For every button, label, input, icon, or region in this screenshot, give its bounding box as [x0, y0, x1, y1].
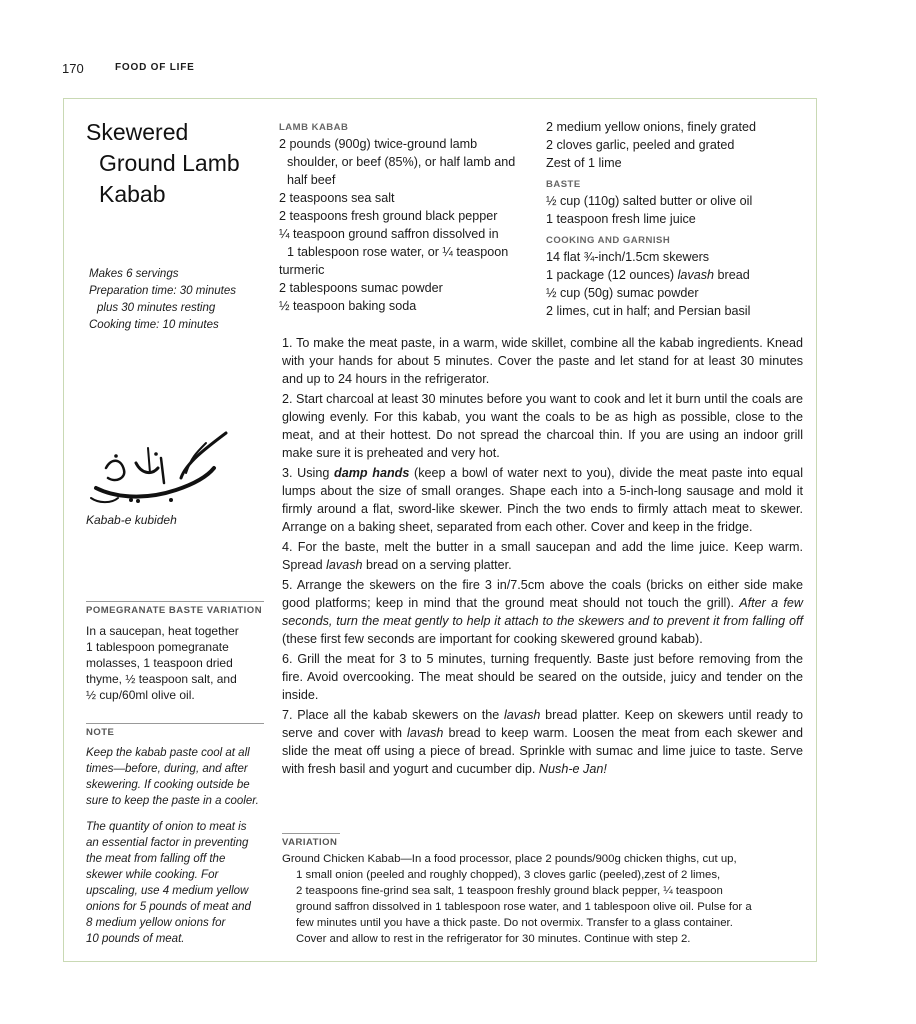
- step-text: (keep a bowl of water next to you), divide the meat paste into equal lumps about the size of small oranges. Shape each into a 5-inch-long sausage and mold it firmly around a flat, sword-like skewer. Pinch the two ends to firmly attach meat to skewer. Arrange on a baking sheet, separated from each other. Cover and keep in the fridge.: [282, 466, 803, 534]
- sidebar-line: ½ cup/60ml olive oil.: [86, 688, 195, 702]
- note-paragraph-1: [86, 745, 268, 809]
- ingredient: 2 teaspoons sea salt: [279, 191, 395, 205]
- note-line: Keep the kabab paste cool at all: [86, 747, 250, 759]
- ingredient-part: 1 package (12 ounces): [546, 268, 678, 282]
- note-line: 8 medium yellow onions for: [86, 917, 226, 929]
- step-text: bread platter. Keep on skewers until ready to serve and cover with: [282, 708, 803, 740]
- title-line-2: Ground Lamb: [99, 150, 240, 176]
- recipe-title: [86, 117, 240, 210]
- method-steps: [282, 334, 803, 780]
- step-5: [282, 576, 803, 648]
- servings: Makes 6 servings: [89, 268, 179, 280]
- ingredient: ½ cup (110g) salted butter or olive oil: [546, 194, 753, 208]
- cooking-time: Cooking time: 10 minutes: [89, 319, 219, 331]
- ingredient: ½ cup (50g) sumac powder: [546, 286, 699, 300]
- variation-line: Ground Chicken Kabab—In a food processor, place 2 pounds/900g chicken thighs, cut up,: [282, 853, 737, 865]
- chicken-variation: [282, 833, 804, 947]
- note-line: times—before, during, and after: [86, 763, 248, 775]
- title-line-3: Kabab: [99, 181, 166, 207]
- ingredient: half beef: [287, 173, 336, 187]
- step-2: 2. Start charcoal at least 30 minutes before you want to cook and let it burn until the coals are glowing evenly. For this kabab, you want the coals to be as high as possible, close to the meat, and at their hottest. Do not spread the charcoal thin. If you are using an indoor grill make sure it is preheated and very hot.: [282, 392, 803, 460]
- ingredient-part: bread: [714, 268, 750, 282]
- ingredient: 1 tablespoon rose water, or ¼ teaspoon: [287, 245, 509, 259]
- ingredient: 1 teaspoon fresh lime juice: [546, 212, 696, 226]
- note-line: skewer while cooking. For: [86, 869, 219, 881]
- recipe-meta: [89, 266, 236, 334]
- sidebar-line: molasses, 1 teaspoon dried: [86, 656, 233, 670]
- step-4: [282, 538, 803, 574]
- section-title: FOOD OF LIFE: [115, 62, 195, 73]
- sidebar-text: [86, 623, 264, 703]
- ingredient: 2 tablespoons sumac powder: [279, 281, 443, 295]
- note-line: the meat from falling off the: [86, 853, 226, 865]
- pomegranate-variation-box: [86, 601, 264, 703]
- ingredient: 2 teaspoons fresh ground black pepper: [279, 209, 498, 223]
- sidebar-line: thyme, ½ teaspoon salt, and: [86, 672, 237, 686]
- note-line: sure to keep the paste in a cooler.: [86, 795, 259, 807]
- note-line: skewering. If cooking outside be: [86, 779, 250, 791]
- step-1: 1. To make the meat paste, in a warm, wide skillet, combine all the kabab ingredients. Knead with your hands for about 5 minutes. Cover the paste and let stand for at least 30 minutes and up to 24 hours in the refrigerator.: [282, 336, 803, 386]
- note-line: upscaling, use 4 medium yellow: [86, 885, 249, 897]
- prep-time-resting: plus 30 minutes resting: [97, 302, 216, 314]
- ingredient: 2 cloves garlic, peeled and grated: [546, 138, 735, 152]
- ingredient: 14 flat ¾-inch/1.5cm skewers: [546, 250, 710, 264]
- lamb-kabab-heading: LAMB KABAB: [279, 122, 349, 133]
- ingredient: 2 limes, cut in half; and Persian basil: [546, 304, 751, 318]
- step-text: bread to keep warm. Loosen the meat from each skewer and slide the meat off using a piece of bread. Sprinkle with sumac and lime juice to taste. Serve with fresh basil and yogurt and cucumber dip.: [282, 726, 804, 776]
- note-line: The quantity of onion to meat is: [86, 821, 247, 833]
- ingredient: ¼ teaspoon ground saffron dissolved in: [279, 227, 499, 241]
- garnish-heading: COOKING AND GARNISH: [546, 235, 671, 246]
- sidebar-line: 1 tablespoon pomegranate: [86, 640, 229, 654]
- variation-line: 1 small onion (peeled and roughly chopped), 3 cloves garlic (peeled),zest of 2 limes,: [296, 869, 721, 881]
- variation-line: ground saffron dissolved in 1 tablespoon rose water, and 1 tablespoon olive oil. Pulse for a: [296, 901, 752, 913]
- step-emphasis: lavash: [504, 708, 541, 722]
- baste-heading: BASTE: [546, 179, 581, 190]
- step-3: [282, 464, 803, 536]
- note-line: 10 pounds of meat.: [86, 933, 185, 945]
- step-text: 4. For the baste, melt the butter in a small saucepan and add the lime juice. Keep warm. Spread: [282, 540, 803, 572]
- ingredient: Zest of 1 lime: [546, 156, 622, 170]
- note-heading: NOTE: [86, 723, 264, 738]
- note-box: [86, 723, 268, 947]
- ingredient: 2 medium yellow onions, finely grated: [546, 120, 757, 134]
- sidebar-line: In a saucepan, heat together: [86, 624, 239, 638]
- ingredient: shoulder, or beef (85%), or half lamb and: [287, 155, 516, 169]
- step-emphasis: Nush-e Jan!: [538, 762, 607, 776]
- ingredient: ½ teaspoon baking soda: [279, 299, 417, 313]
- page-header: [62, 61, 195, 76]
- title-line-1: Skewered: [86, 119, 189, 145]
- step-text: 5. Arrange the skewers on the fire 3 in/7.5cm above the coals (bricks on either side make good platforms; keep in mind that the ground meat should not touch the grill).: [282, 578, 803, 610]
- sidebar-heading: POMEGRANATE BASTE VARIATION: [86, 601, 264, 616]
- step-6: 6. Grill the meat for 3 to 5 minutes, turning frequently. Baste just before removing from the fire. Avoid overcooking. The meat should be seared on the outside, juicy and tender on the inside.: [282, 652, 803, 702]
- variation-line: 2 teaspoons fine-grind sea salt, 1 teaspoon freshly ground black pepper, ¼ teaspoon: [296, 885, 723, 897]
- persian-calligraphy-illustration: [86, 428, 236, 508]
- note-line: an essential factor in preventing: [86, 837, 249, 849]
- step-7: [282, 706, 803, 778]
- step-text: (these first few seconds are important for cooking skewered ground kabab).: [282, 632, 703, 646]
- step-text: 3. Using: [282, 466, 335, 480]
- variation-line: few minutes until you have a thick paste. Do not overmix. Transfer to a glass container.: [296, 917, 733, 929]
- note-line: onions for 5 pounds of meat and: [86, 901, 251, 913]
- page-number: 170: [62, 61, 84, 76]
- variation-text: [282, 851, 804, 947]
- step-emphasis: damp hands: [334, 466, 410, 480]
- step-text: 7. Place all the kabab skewers on the: [282, 708, 504, 722]
- step-emphasis: lavash: [407, 726, 444, 740]
- calligraphy-caption: Kabab-e kubideh: [86, 513, 177, 527]
- note-paragraph-2: [86, 819, 268, 947]
- ingredient: [546, 266, 806, 284]
- prep-time: Preparation time: 30 minutes: [89, 285, 237, 297]
- step-emphasis: lavash: [326, 558, 363, 572]
- step-emphasis: After a few seconds, turn the meat gently to help it attach to the skewers and to prevent it from falling off: [282, 596, 803, 628]
- ingredient-part: lavash: [677, 268, 715, 282]
- ingredients-column-1: [279, 121, 549, 315]
- ingredient: 2 pounds (900g) twice-ground lamb: [279, 137, 478, 151]
- ingredient: turmeric: [279, 263, 325, 277]
- variation-heading: VARIATION: [282, 833, 340, 848]
- step-text: bread on a serving platter.: [362, 558, 512, 572]
- variation-line: Cover and allow to rest in the refrigerator for 30 minutes. Continue with step 2.: [296, 933, 691, 945]
- ingredients-column-2: [546, 118, 806, 320]
